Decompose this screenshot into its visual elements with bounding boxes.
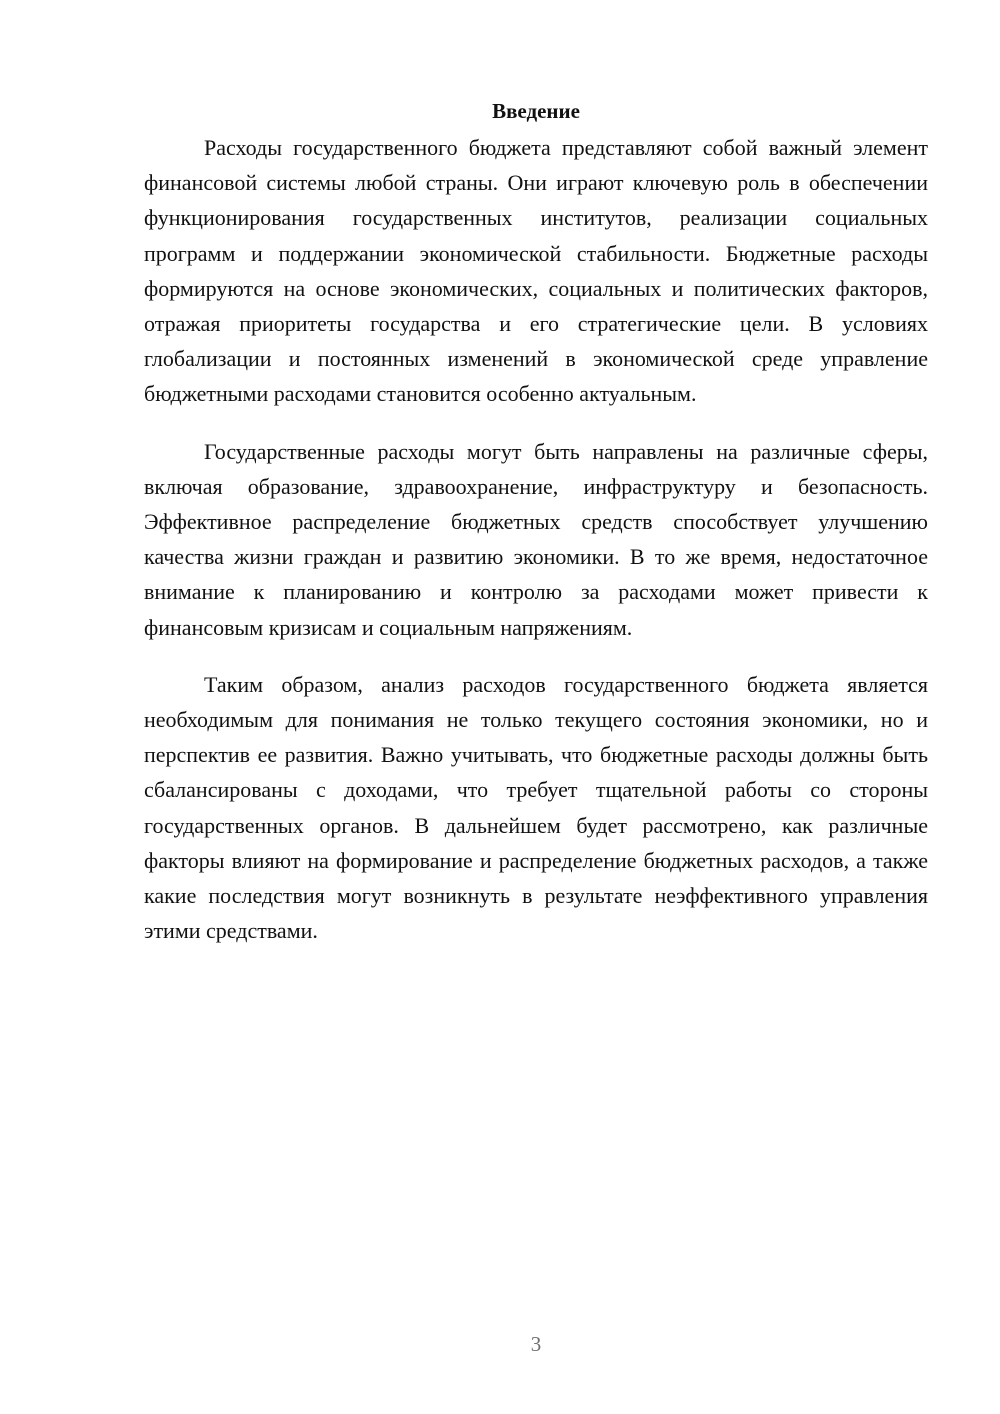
- paragraph-1: Расходы государственного бюджета представляют собой важный элемент финансовой системы любой страны. Они играют ключевую роль в обеспечении функционирования государственных институтов, реализации социальных программ и поддержании экономической стабильности. Бюджетные расходы формируются на основе экономических, социальных и политических факторов, отражая приоритеты государства и его стратегические цели. В условиях глобализации и постоянных изменений в экономической среде управление бюджетными расходами становится особенно актуальным.: [144, 135, 928, 407]
- page-number: 3: [530, 1332, 542, 1356]
- paragraph-2: Государственные расходы могут быть направлены на различные сферы, включая образование, здравоохранение, инфраструктуру и безопасность. Эффективное распределение бюджетных средств способствует улучшению качества жизни граждан и развитию экономики. В то же время, недостаточное внимание к планированию и контролю за расходами может привести к финансовым кризисам и социальным напряжениям.: [144, 438, 928, 640]
- paragraph-3: Таким образом, анализ расходов государственного бюджета является необходимым для понимания не только текущего состояния экономики, но и перспектив ее развития. Важно учитывать, что бюджетные расходы должны быть сбалансированы с доходами, что требует тщательной работы со стороны государственных органов. В дальнейшем будет рассмотрено, как различные факторы влияют на формирование и распределение бюджетных расходов, а также какие последствия могут возникнуть в результате неэффективного управления этими средствами.: [144, 671, 928, 944]
- section-title: Введение: [492, 99, 580, 123]
- document-body: [144, 96, 928, 970]
